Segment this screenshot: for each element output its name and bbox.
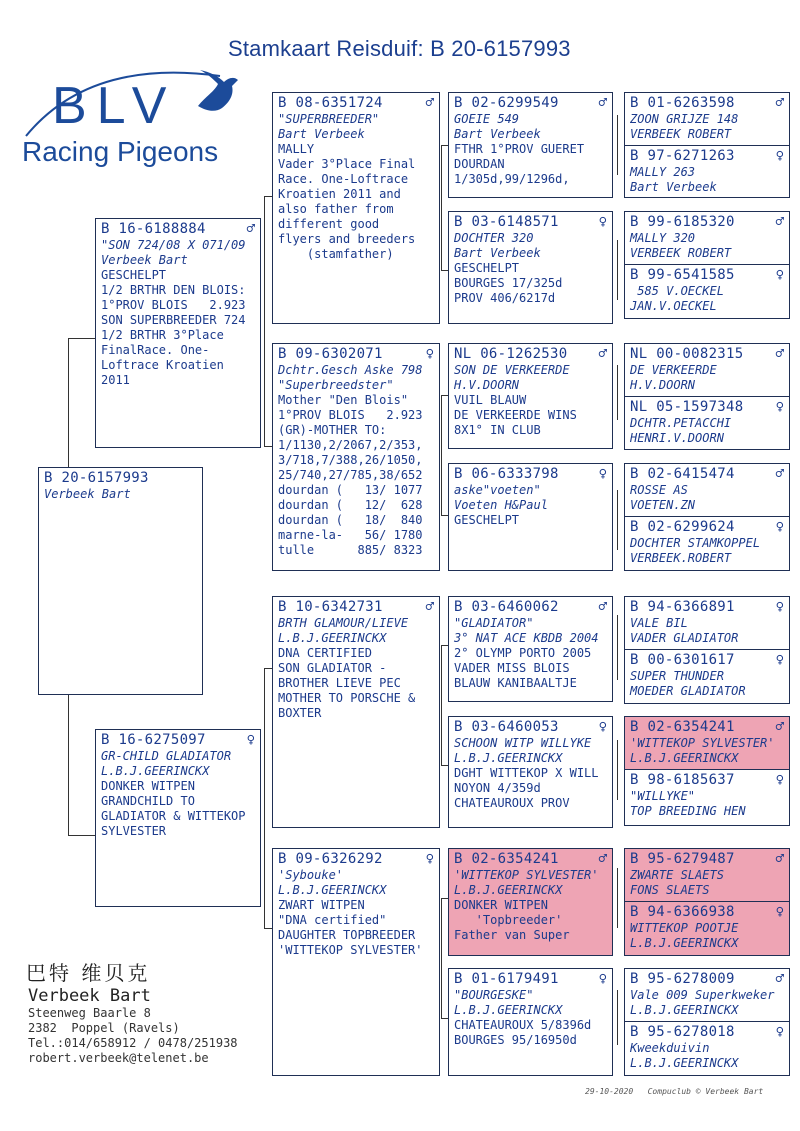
pedigree-box-g10: B 00-6301617 ♀ SUPER THUNDER MOEDER GLADIATOR xyxy=(624,649,790,704)
pedigree-box-ff: B 08-6351724 ♂ "SUPERBREEDER" Bart Verbeek MALLY Vader 3°Place Final Race. One-Loftrace Kroatien 2011 and also father from different good flyers and breeders (stamfather) xyxy=(272,92,440,324)
pedigree-box-mf: B 10-6342731 ♂ BRTH GLAMOUR/LIEVE L.B.J.GEERINCKX DNA CERTIFIED SON GLADIATOR - BROTHER LIEVE PEC MOTHER TO PORSCHE & BOXTER xyxy=(272,596,440,828)
connector xyxy=(617,615,618,680)
pedigree-box-mmf: B 02-6354241 ♂ 'WITTEKOP SYLVESTER' L.B.J.GEERINCKX DONKER WITPEN 'Topbreeder' Father van Super xyxy=(448,848,613,956)
connector xyxy=(68,835,96,836)
pedigree-box-g12: B 98-6185637 ♀ "WILLYKE" TOP BREEDING HEN xyxy=(624,769,790,826)
pedigree-box-fmm: B 06-6333798 ♀ aske"voeten" Voeten H&Paul GESCHELPT xyxy=(448,463,613,571)
pedigree-box-g16: B 95-6278018 ♀ Kweekduivin L.B.J.GEERINCKX xyxy=(624,1021,790,1076)
connector xyxy=(441,645,442,765)
owner-email: robert.verbeek@telenet.be xyxy=(28,1051,209,1065)
logo-subtitle: Racing Pigeons xyxy=(22,136,219,167)
connector xyxy=(617,490,618,550)
pedigree-box-g6: NL 05-1597348 ♀ DCHTR.PETACCHI HENRI.V.DOORN xyxy=(624,396,790,450)
pedigree-box-g15: B 95-6278009 ♂ Vale 009 Superkweker L.B.J.GEERINCKX xyxy=(624,968,790,1022)
pedigree-box-g11: B 02-6354241 ♂ 'WITTEKOP SYLVESTER' L.B.J.GEERINCKX xyxy=(624,716,790,770)
connector xyxy=(441,145,442,270)
connector xyxy=(264,668,272,669)
pedigree-box-g14: B 94-6366938 ♀ WITTEKOP POOTJE L.B.J.GEERINCKX xyxy=(624,901,790,956)
pedigree-box-mfm: B 03-6460053 ♀ SCHOON WITP WILLYKE L.B.J.GEERINCKX DGHT WITTEKOP X WILL NOYON 4/359d CHATEAUROUX PROV xyxy=(448,716,613,828)
connector xyxy=(441,898,442,1018)
pedigree-box-mmm: B 01-6179491 ♀ "BOURGESKE" L.B.J.GEERINCKX CHATEAUROUX 5/8396d BOURGES 95/16950d xyxy=(448,968,613,1076)
pedigree-box-mff: B 03-6460062 ♂ "GLADIATOR" 3° NAT ACE KBDB 2004 2° OLYMP PORTO 2005 VADER MISS BLOIS BLAUW KANIBAALTJE xyxy=(448,596,613,702)
pedigree-box-g9: B 94-6366891 ♀ VALE BIL VADER GLADIATOR xyxy=(624,596,790,650)
owner-phone: Tel.:014/658912 / 0478/251938 xyxy=(28,1036,238,1050)
connector xyxy=(264,928,272,929)
pedigree-box-fff: B 02-6299549 ♂ GOEIE 549 Bart Verbeek FTHR 1°PROV GUERET DOURDAN 1/305d,99/1296d, xyxy=(448,92,613,198)
connector xyxy=(441,395,442,515)
connector xyxy=(617,240,618,300)
connector xyxy=(68,338,96,339)
connector xyxy=(68,695,69,835)
connector xyxy=(264,196,272,197)
footnote: 29-10-2020 Compuclub © Verbeek Bart xyxy=(585,1087,764,1096)
connector xyxy=(264,446,272,447)
connector xyxy=(617,990,618,1045)
pedigree-box-mm: B 09-6326292 ♀ 'Sybouke' L.B.J.GEERINCKX ZWART WITPEN "DNA certified" DAUGHTER TOPBREEDER 'WITTEKOP SYLVESTER' xyxy=(272,848,440,1076)
pedigree-box-g3: B 99-6185320 ♂ MALLY 320 VERBEEK ROBERT xyxy=(624,211,790,265)
pedigree-box-fm: B 09-6302071 ♀ Dchtr.Gesch Aske 798 "Superbreedster" Mother "Den Blois" 1°PROV BLOIS 2.923 (GR)-MOTHER TO: 1/1130,2/2067,2/353, 3/718,7/388,26/1050, 25/740,27/785,38/652 dourdan ( 13/ 1077 dourdan ( 12/ 628 dourdan ( 18/ 840 marne-la- 56/ 1780 tulle 885/ 8323 xyxy=(272,343,440,571)
owner-name: Verbeek Bart xyxy=(28,986,151,1006)
pedigree-box-g8: B 02-6299624 ♀ DOCHTER STAMKOPPEL VERBEEK.ROBERT xyxy=(624,516,790,571)
pedigree-box-g7: B 02-6415474 ♂ ROSSE AS VOETEN.ZN xyxy=(624,463,790,517)
connector xyxy=(617,365,618,420)
connector xyxy=(617,115,618,175)
connector xyxy=(264,196,265,446)
connector xyxy=(617,868,618,928)
pedigree-box-g13: B 95-6279487 ♂ ZWARTE SLAETS FONS SLAETS xyxy=(624,848,790,902)
pedigree-box-main: B 20-6157993 Verbeek Bart xyxy=(38,467,203,695)
connector xyxy=(264,668,265,928)
pedigree-box-g5: NL 00-0082315 ♂ DE VERKEERDE H.V.DOORN xyxy=(624,343,790,397)
pedigree-box-dam: B 16-6275097 ♀ GR-CHILD GLADIATOR L.B.J.GEERINCKX DONKER WITPEN GRANDCHILD TO GLADIATOR & WITTEKOP SYLVESTER xyxy=(95,729,261,907)
pedigree-box-g4: B 99-6541585 ♀ 585 V.OECKEL JAN.V.OECKEL xyxy=(624,264,790,319)
pedigree-box-fmf: NL 06-1262530 ♂ SON DE VERKEERDE H.V.DOORN VUIL BLAUW DE VERKEERDE WINS 8X1° IN CLUB xyxy=(448,343,613,449)
pedigree-box-g2: B 97-6271263 ♀ MALLY 263 Bart Verbeek xyxy=(624,145,790,198)
owner-address-1: Steenweg Baarle 8 xyxy=(28,1006,151,1020)
page-title: Stamkaart Reisduif: B 20-6157993 xyxy=(228,36,571,61)
pedigree-box-ffm: B 03-6148571 ♀ DOCHTER 320 Bart Verbeek GESCHELPT BOURGES 17/325d PROV 406/6217d xyxy=(448,211,613,324)
pedigree-box-g1: B 01-6263598 ♂ ZOON GRIJZE 148 VERBEEK ROBERT xyxy=(624,92,790,146)
owner-chinese-name: 巴特 维贝克 xyxy=(26,961,151,985)
connector xyxy=(617,740,618,800)
logo-brand: BLV xyxy=(52,77,177,135)
connector xyxy=(68,338,69,468)
pedigree-box-sire: B 16-6188884 ♂ "SON 724/08 X 071/09 Verbeek Bart GESCHELPT 1/2 BRTHR DEN BLOIS: 1°PROV BLOIS 2.923 SON SUPERBREEDER 724 1/2 BRTHR 3°Place FinalRace. One- Loftrace Kroatien 2011 xyxy=(95,218,261,448)
owner-address-2: 2382 Poppel (Ravels) xyxy=(28,1021,180,1035)
